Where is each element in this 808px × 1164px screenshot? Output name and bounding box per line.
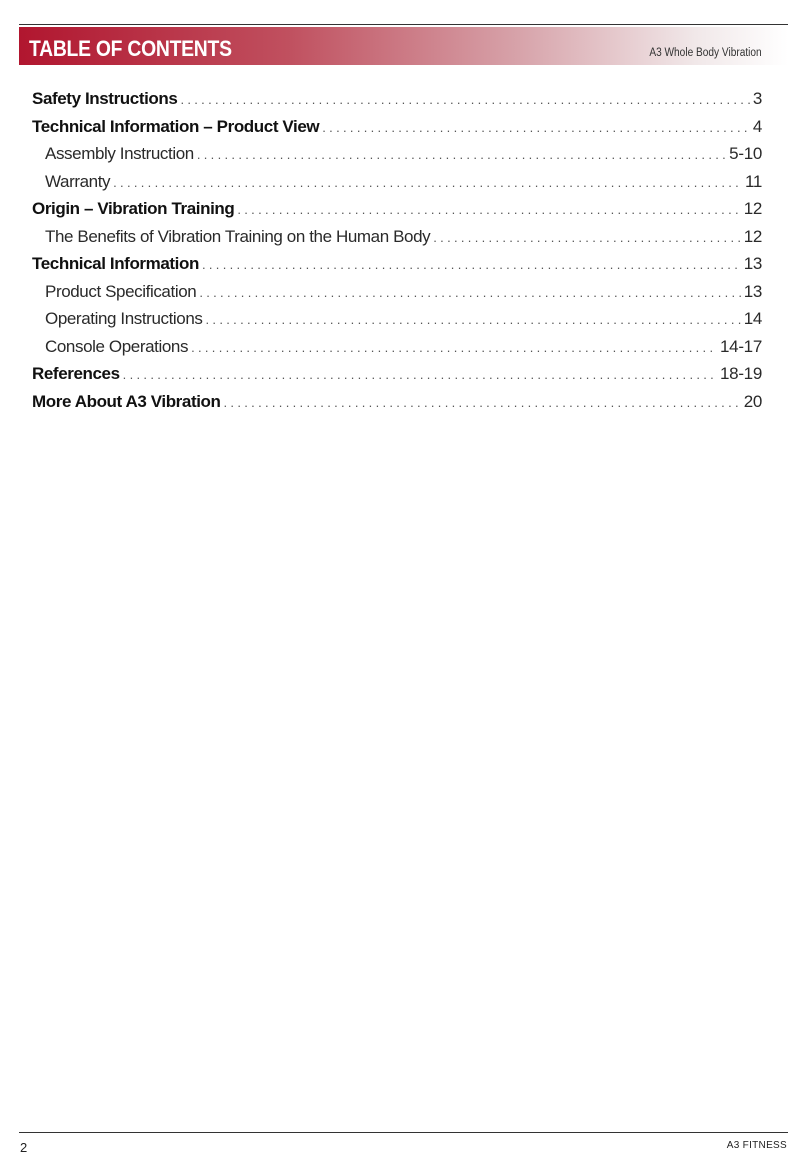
toc-entry-label: More About A3 Vibration (32, 391, 221, 411)
toc-entry-label: Technical Information – Product View (32, 116, 320, 136)
dot-leader (199, 285, 740, 300)
toc-entry-label: Operating Instructions (45, 309, 203, 328)
toc-entry[interactable] (32, 337, 762, 365)
dot-leader (202, 257, 741, 272)
toc-entry-page: 5-10 (729, 144, 762, 163)
toc-entry-page: 12 (743, 199, 762, 218)
toc-entry-page: 14-17 (720, 336, 762, 356)
toc-entry-label: Assembly Instruction (45, 144, 194, 163)
toc-entry-label: Origin – Vibration Training (32, 199, 235, 218)
toc-entry-label: The Benefits of Vibration Training on the Human Body (45, 226, 431, 246)
toc-entry[interactable] (32, 392, 762, 420)
toc-entry[interactable] (32, 199, 762, 227)
dot-leader (433, 230, 740, 245)
toc-entry-page: 13 (743, 254, 762, 273)
toc-entry-label: References (32, 364, 120, 383)
toc-entry-page: 12 (743, 226, 762, 246)
bottom-rule (19, 1132, 788, 1133)
dot-leader (197, 147, 726, 162)
toc-entry[interactable] (32, 254, 762, 282)
toc-entry[interactable] (32, 117, 762, 145)
dot-leader (123, 367, 717, 382)
toc-entry-page: 14 (743, 309, 762, 328)
toc-entry-label: Product Specification (45, 281, 197, 301)
page-number: 2 (20, 1140, 28, 1155)
dot-leader (206, 312, 741, 327)
toc-entry-page: 13 (743, 281, 762, 301)
toc-entry[interactable] (32, 309, 762, 337)
table-of-contents (32, 89, 762, 419)
footer-brand: A3 FITNESS (726, 1140, 787, 1151)
toc-entry-page: 20 (743, 391, 762, 411)
toc-entry-page: 18-19 (720, 364, 762, 383)
toc-entry-label: Safety Instructions (32, 89, 178, 108)
top-rule (19, 24, 788, 25)
toc-entry-label: Warranty (45, 171, 111, 191)
document-subtitle: A3 Whole Body Vibration (649, 47, 762, 59)
dot-leader (180, 92, 749, 107)
toc-entry[interactable] (32, 227, 762, 255)
toc-entry[interactable] (32, 364, 762, 392)
toc-entry-label: Technical Information (32, 254, 199, 273)
toc-entry[interactable] (32, 282, 762, 310)
toc-entry-label: Console Operations (45, 336, 189, 356)
toc-entry[interactable] (32, 89, 762, 117)
dot-leader (224, 395, 741, 410)
header-banner (19, 27, 788, 65)
dot-leader (237, 202, 740, 217)
dot-leader (191, 340, 717, 355)
dot-leader (322, 120, 750, 135)
toc-entry[interactable] (32, 172, 762, 200)
toc-entry-page: 4 (752, 116, 762, 136)
toc-entry[interactable] (32, 144, 762, 172)
page-title: TABLE OF CONTENTS (29, 36, 232, 61)
toc-entry-page: 3 (752, 89, 762, 108)
toc-entry-page: 11 (744, 171, 762, 191)
dot-leader (113, 175, 742, 190)
